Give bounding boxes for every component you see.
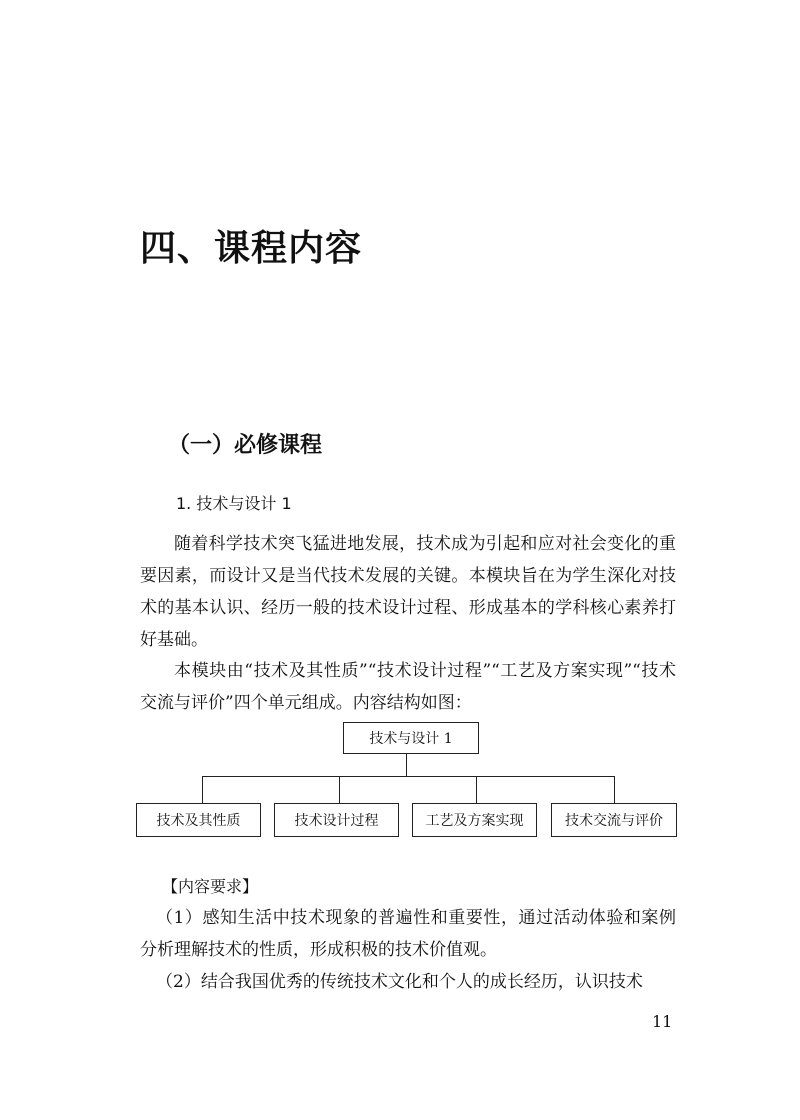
diagram-connector — [476, 776, 477, 803]
diagram-connector — [406, 754, 407, 776]
diagram-connector — [614, 776, 615, 803]
diagram-connector — [202, 776, 614, 777]
diagram-child-node: 技术交流与评价 — [551, 803, 677, 837]
section-title: （一）必修课程 — [168, 433, 323, 458]
diagram-connector — [339, 776, 340, 803]
structure-paragraph: 本模块由“技术及其性质”“技术设计过程”“工艺及方案实现”“技术交流与评价”四个单元组成。内容结构如图： — [140, 661, 676, 713]
intro-paragraph: 随着科学技术突飞猛进地发展，技术成为引起和应对社会变化的重要因素，而设计又是当代技术发展的关键。本模块旨在为学生深化对技术的基本认识、经历一般的技术设计过程、形成基本的学科核心素养打好基础。 — [140, 534, 676, 650]
chapter-title: 四、课程内容 — [140, 228, 363, 269]
diagram-child-node: 工艺及方案实现 — [412, 803, 537, 837]
requirement-item: （1）感知生活中技术现象的普遍性和重要性，通过活动体验和案例分析理解技术的性质，形成积极的技术价值观。 — [140, 908, 676, 960]
subsection-title: 1. 技术与设计 1 — [176, 494, 292, 513]
page-number: 11 — [652, 1012, 673, 1031]
diagram-root-node: 技术与设计 1 — [343, 722, 479, 754]
content-requirements-heading: 【内容要求】 — [162, 877, 259, 896]
diagram-connector — [202, 776, 203, 803]
diagram-child-node: 技术及其性质 — [136, 803, 261, 837]
diagram-child-node: 技术设计过程 — [274, 803, 399, 837]
requirement-item: （2）结合我国优秀的传统技术文化和个人的成长经历，认识技术 — [156, 972, 643, 992]
